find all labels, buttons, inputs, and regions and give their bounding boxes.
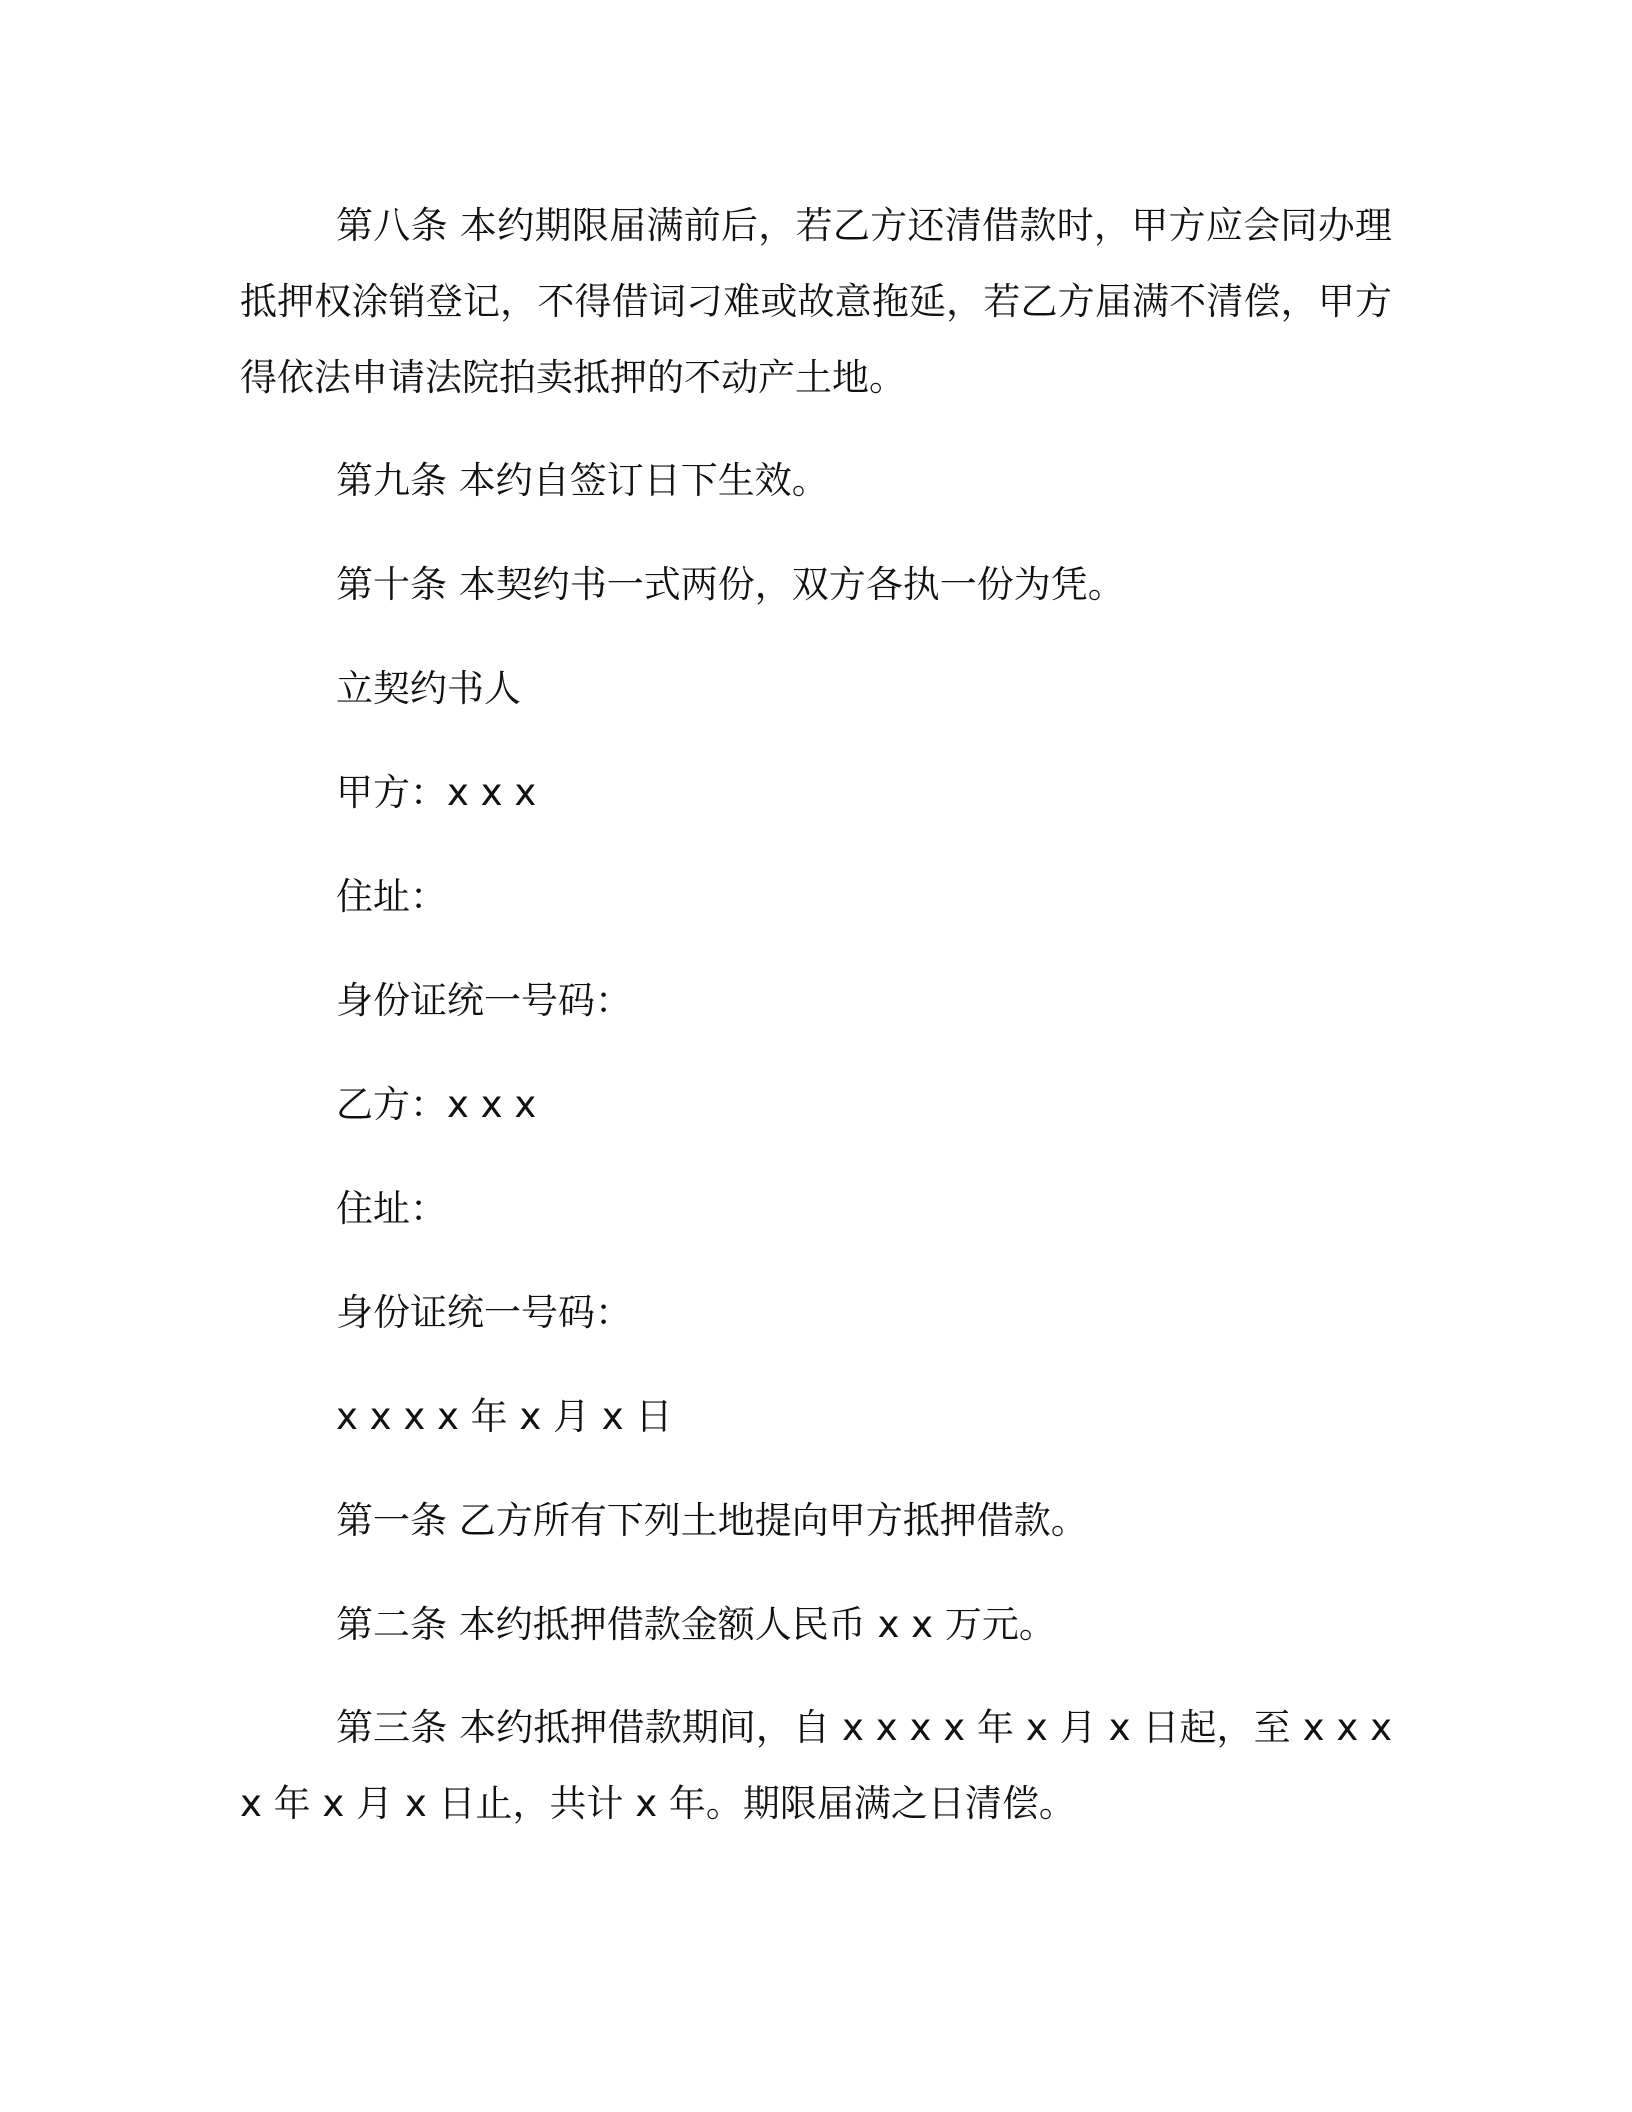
signatories-heading: 立契约书人 <box>336 667 521 710</box>
party-b-id-number: 身份证统一号码： <box>336 1291 632 1334</box>
article-9-paragraph: 第九条 本约自签订日下生效。 <box>336 459 829 502</box>
party-a-id-number: 身份证统一号码： <box>336 979 632 1022</box>
party-b-address: 住址： <box>336 1187 447 1230</box>
article-8-paragraph: 第八条 本约期限届满前后，若乙方还清借款时，甲方应会同办理抵押权涂销登记，不得借词刁难或故意拖延，若乙方届满不清偿，甲方得依法申请法院拍卖抵押的不动产土地。 <box>240 204 1392 399</box>
signing-date: x x x x 年 x 月 x 日 <box>336 1395 673 1438</box>
party-a-address: 住址： <box>336 875 447 918</box>
party-a-name: 甲方：x x x <box>336 771 537 814</box>
article-2-paragraph: 第二条 本约抵押借款金额人民币 x x 万元。 <box>336 1603 1056 1646</box>
party-b-name: 乙方：x x x <box>336 1083 537 1126</box>
article-3-paragraph: 第三条 本约抵押借款期间，自 x x x x 年 x 月 x 日起，至 x x x x 年 x 月 x 日止，共计 x 年。期限届满之日清偿。 <box>240 1706 1392 1825</box>
article-1-paragraph: 第一条 乙方所有下列土地提向甲方抵押借款。 <box>336 1499 1088 1542</box>
document-body <box>240 188 1392 1868</box>
article-10-paragraph: 第十条 本契约书一式两份，双方各执一份为凭。 <box>336 563 1125 606</box>
